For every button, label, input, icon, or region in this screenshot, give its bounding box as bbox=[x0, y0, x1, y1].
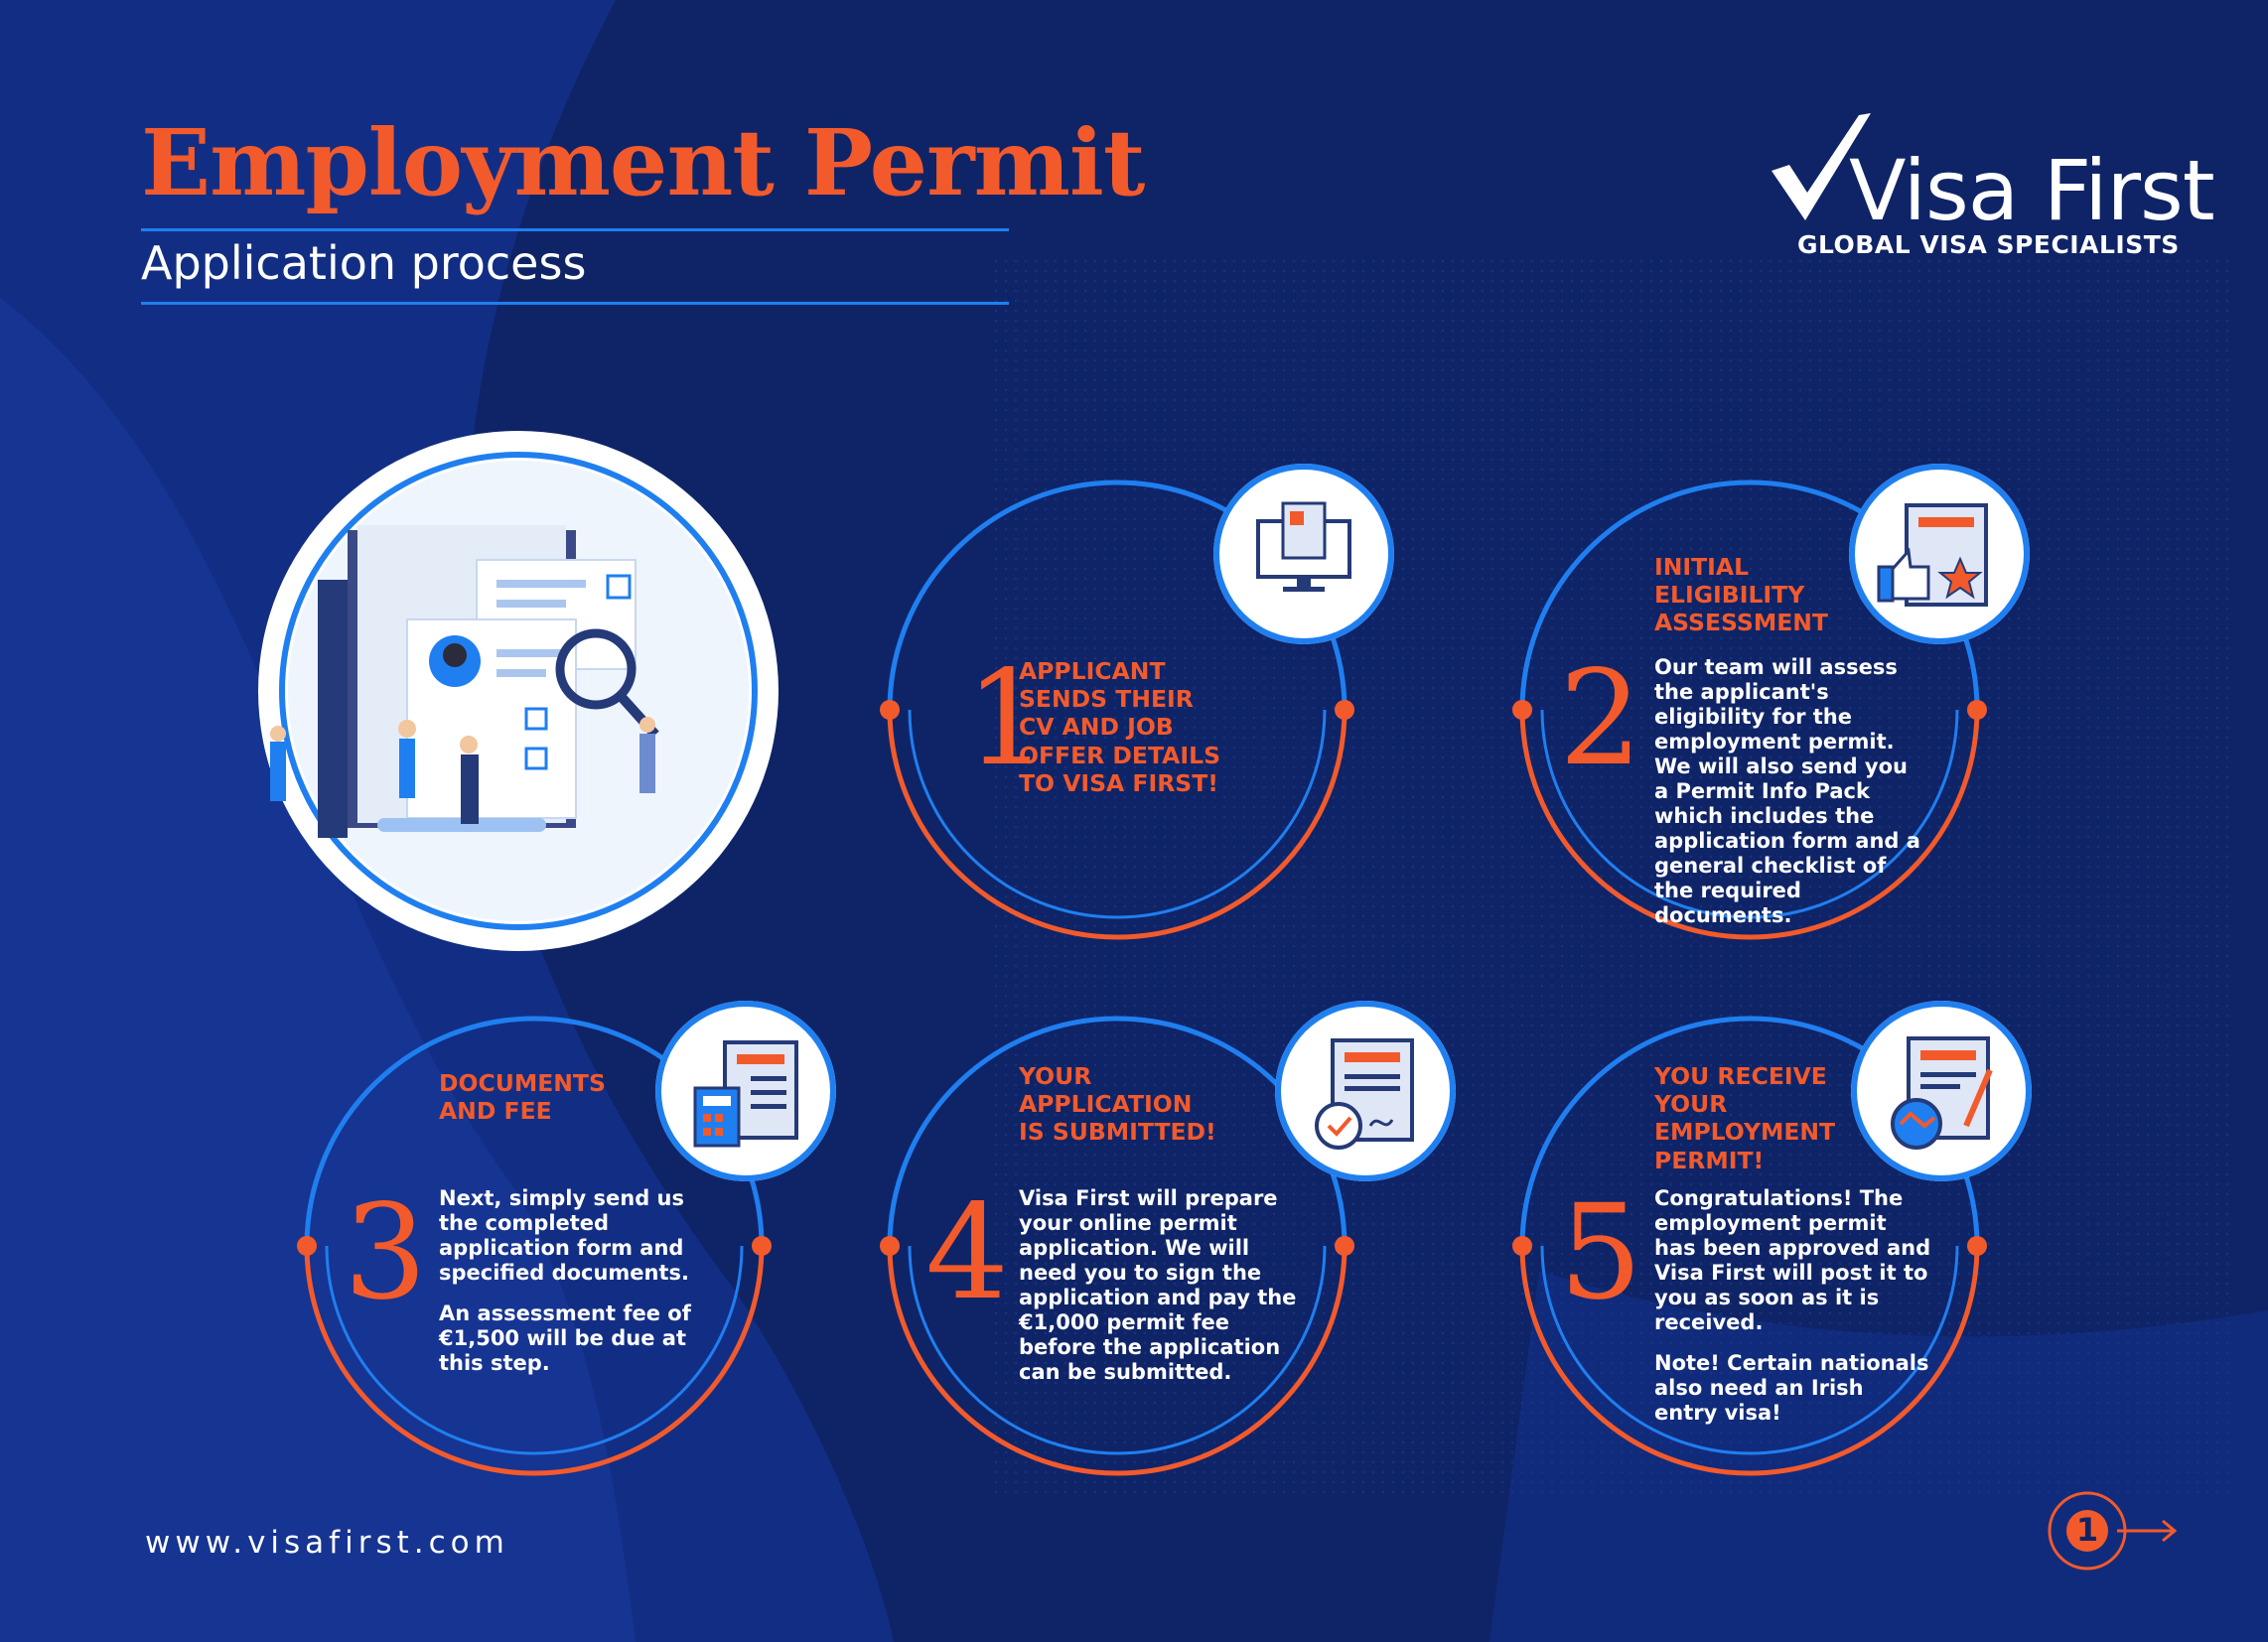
next-page-arrow-icon[interactable] bbox=[2036, 1487, 2185, 1576]
step-5-number: 5 bbox=[1559, 1176, 1642, 1329]
signed-document-check-icon bbox=[1275, 1001, 1456, 1181]
step-5-heading: YOU RECEIVE YOUR EMPLOYMENT PERMIT! bbox=[1654, 1062, 1836, 1174]
visa-first-logo: Visa First bbox=[1849, 142, 2214, 239]
step-4-body: Visa First will prepare your online permit application. We will need you to sign the application and pay the €1,000 permit fee before the application can be submitted. bbox=[1019, 1186, 1297, 1384]
document-calculator-icon bbox=[655, 1001, 836, 1181]
step-2-heading: INITIAL ELIGIBILITY ASSESSMENT bbox=[1654, 553, 1828, 637]
step-5-body bbox=[1654, 1186, 1932, 1441]
computer-cv-icon bbox=[1213, 464, 1394, 644]
page-number: 1 bbox=[2075, 1511, 2099, 1549]
step-3-body bbox=[439, 1186, 727, 1392]
step-5-visa-note: Note! Certain nationals also need an Irish entry visa! bbox=[1654, 1351, 1929, 1425]
website-url[interactable]: www.visafirst.com bbox=[145, 1525, 509, 1561]
step-1-number: 1 bbox=[965, 642, 1049, 795]
logo-tagline: GLOBAL VISA SPECIALISTS bbox=[1797, 230, 2180, 259]
step-2-number: 2 bbox=[1559, 642, 1642, 795]
handshake-contract-icon bbox=[1851, 1001, 2032, 1181]
step-3-heading: DOCUMENTS AND FEE bbox=[439, 1069, 606, 1126]
step-3-body-paragraph: Next, simply send us the completed application form and specified documents. bbox=[439, 1186, 690, 1285]
page-title: Employment Permit bbox=[141, 109, 1145, 216]
hero-illustration bbox=[258, 431, 814, 967]
step-2-body: Our team will assess the applicant's eligibility for the employment permit. We will also send you a Permit Info Pack which includes the application form and a general checklist of the required documents. bbox=[1654, 655, 1920, 927]
title-underline bbox=[141, 228, 1009, 231]
step-5-body-paragraph: Congratulations! The employment permit has been approved and Visa First will post it to you as soon as it is received. bbox=[1654, 1186, 1931, 1334]
step-3-fee-note: An assessment fee of €1,500 will be due at this step. bbox=[439, 1301, 691, 1375]
step-4-number: 4 bbox=[925, 1176, 1009, 1329]
step-1-heading: APPLICANT SENDS THEIR CV AND JOB OFFER DETAILS TO VISA FIRST! bbox=[1019, 657, 1221, 797]
step-4-heading: YOUR APPLICATION IS SUBMITTED! bbox=[1019, 1062, 1216, 1147]
step-3-number: 3 bbox=[344, 1176, 427, 1329]
page-subtitle: Application process bbox=[141, 236, 587, 290]
subtitle-underline bbox=[141, 302, 1009, 305]
thumbs-up-star-icon bbox=[1849, 464, 2030, 644]
